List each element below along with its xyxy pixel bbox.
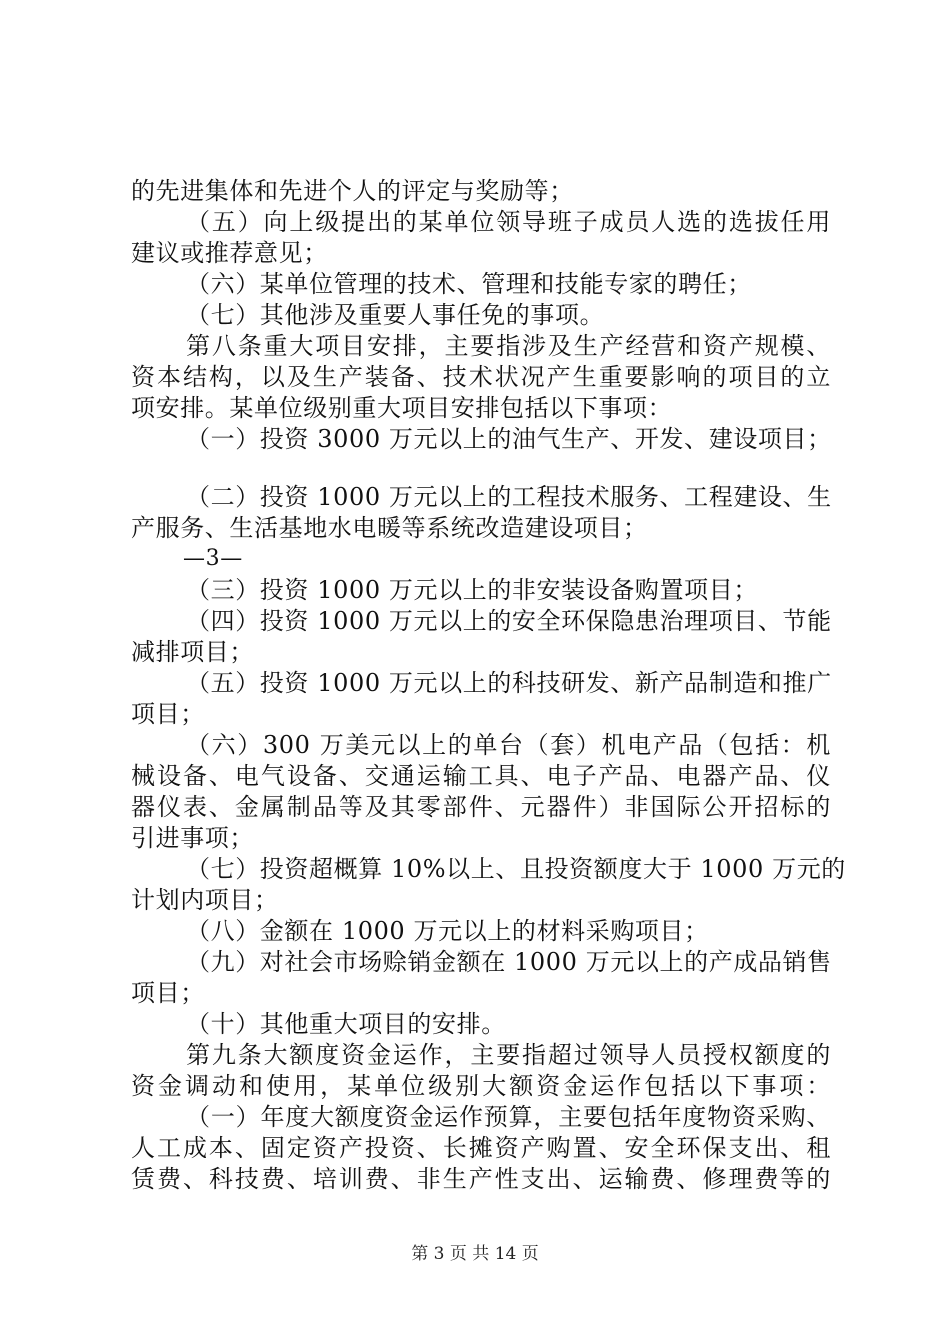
text-line: 器仪表、金属制品等及其零部件、元器件）非国际公开招标的 [131, 793, 831, 821]
text-line: （九）对社会市场赊销金额在 1000 万元以上的产成品销售 [186, 948, 832, 976]
text-line: 人工成本、固定资产投资、长摊资产购置、安全环保支出、租 [131, 1134, 831, 1162]
text-line: 资金调动和使用，某单位级别大额资金运作包括以下事项： [131, 1072, 831, 1100]
text-line: （八）金额在 1000 万元以上的材料采购项目； [186, 917, 709, 945]
text-line: 计划内项目； [131, 886, 279, 914]
text-line: 资本结构，以及生产装备、技术状况产生重要影响的项目的立 [131, 363, 831, 391]
text-line: （十）其他重大项目的安排。 [186, 1010, 506, 1038]
text-line: 建议或推荐意见； [131, 239, 328, 267]
text-line: （七）投资超概算 10%以上、且投资额度大于 1000 万元的 [186, 855, 846, 883]
text-line: （三）投资 1000 万元以上的非安装设备购置项目； [186, 576, 758, 604]
text-line: （一）投资 3000 万元以上的油气生产、开发、建设项目； [186, 425, 832, 453]
text-line: （五）投资 1000 万元以上的科技研发、新产品制造和推广 [186, 669, 832, 697]
page-footer: 第 3 页 共 14 页 [411, 1244, 539, 1264]
text-line: 项目； [131, 979, 205, 1007]
text-line: （一）年度大额度资金运作预算，主要包括年度物资采购、 [186, 1103, 831, 1131]
text-line: 第九条大额度资金运作，主要指超过领导人员授权额度的 [186, 1041, 831, 1069]
inline-page-number: —3— [183, 546, 243, 571]
text-line: （六）某单位管理的技术、管理和技能专家的聘任； [186, 270, 752, 298]
text-line: 减排项目； [131, 638, 254, 666]
text-line: 的先进集体和先进个人的评定与奖励等； [131, 177, 574, 205]
text-line: 第八条重大项目安排，主要指涉及生产经营和资产规模、 [186, 332, 831, 360]
text-line: 引进事项； [131, 824, 254, 852]
text-line: 械设备、电气设备、交通运输工具、电子产品、电器产品、仪 [131, 762, 831, 790]
text-line: 项目； [131, 700, 205, 728]
text-line: 项安排。某单位级别重大项目安排包括以下事项： [131, 394, 673, 422]
text-line: 赁费、科技费、培训费、非生产性支出、运输费、修理费等的 [131, 1165, 831, 1193]
text-line: （七）其他涉及重要人事任免的事项。 [186, 301, 605, 329]
text-line: 产服务、生活基地水电暖等系统改造建设项目； [131, 514, 648, 542]
text-line: （五）向上级提出的某单位领导班子成员人选的选拔任用 [186, 208, 831, 236]
text-line: （六）300 万美元以上的单台（套）机电产品（包括：机 [186, 731, 831, 759]
text-line: （四）投资 1000 万元以上的安全环保隐患治理项目、节能 [186, 607, 832, 635]
text-line: （二）投资 1000 万元以上的工程技术服务、工程建设、生 [186, 483, 832, 511]
